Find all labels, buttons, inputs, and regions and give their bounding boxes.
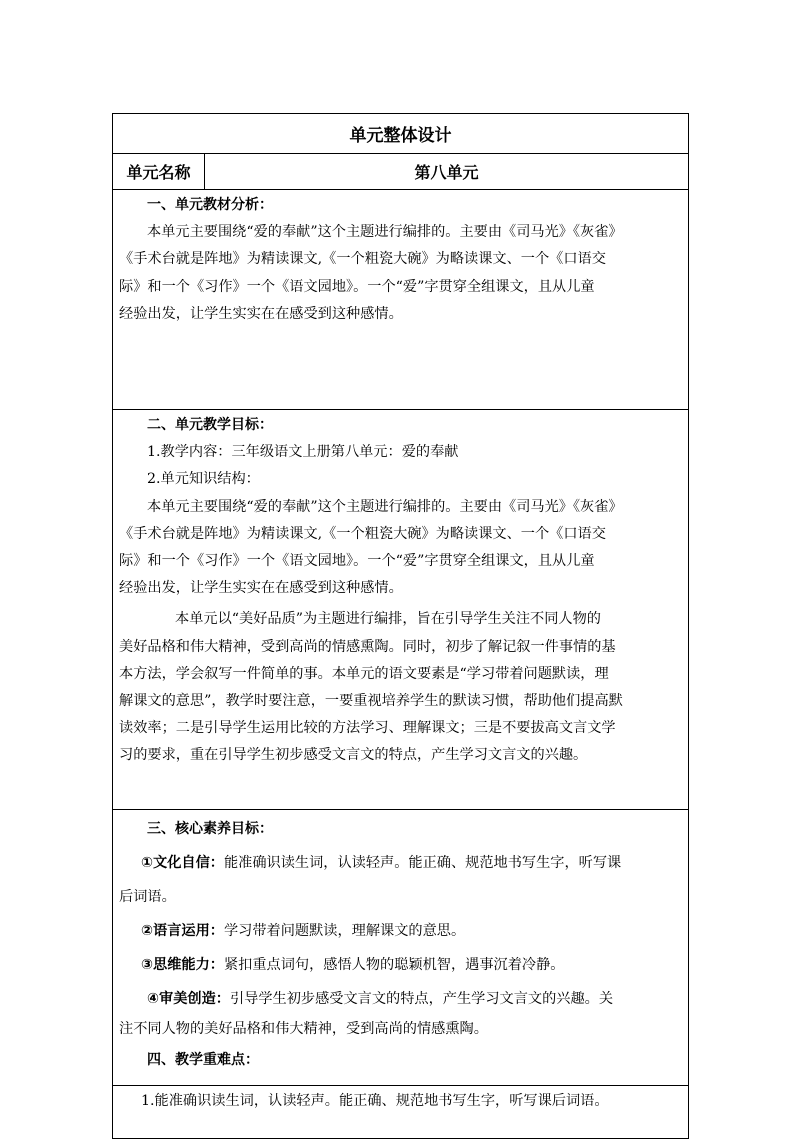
- goal-text: 能准确识读生词，认读轻声。能正确、规范地书写生字，听写课: [223, 855, 622, 871]
- paragraph-line: 《手术台就是阵地》为精读课文,《一个粗瓷大碗》为略读课文、一个《口语交: [119, 525, 606, 542]
- goal-text: 学习带着问题默读，理解课文的意思。: [223, 923, 466, 939]
- paragraph-line: 本方法，学会叙写一件简单的事。本单元的语文要素是“学习带着问题默读，理: [119, 665, 609, 682]
- goal-language: [119, 914, 682, 948]
- section-heading: 一、单元教材分析：: [147, 197, 273, 213]
- section-teaching-goals: [113, 410, 688, 810]
- goal-continuation: 注不同人物的美好品格和伟大精神，受到高尚的情感熏陶。: [119, 1021, 488, 1037]
- paragraph-line: 解课文的意思”，教学时要注意，一要重视培养学生的默读习惯，帮助他们提高默: [119, 693, 623, 710]
- list-item: 1.教学内容：三年级语文上册第八单元：爱的奉献: [147, 444, 459, 461]
- paragraph-line: 习的要求，重在引导学生初步感受文言文的特点，产生学习文言文的兴趣。: [119, 747, 588, 764]
- paragraph-line: 本单元主要围绕“爱的奉献”这个主题进行编排的。主要由《司马光》《灰雀》: [147, 224, 623, 241]
- goal-text: 引导学生初步感受文言文的特点，产生学习文言文的兴趣。关: [229, 991, 614, 1007]
- paragraph-line: 本单元以“美好品质”为主题进行编排，旨在引导学生关注不同人物的: [175, 611, 601, 628]
- goal-tag: ①文化自信：: [141, 855, 224, 871]
- unit-name-label: 单元名称: [113, 154, 205, 189]
- goal-culture: [119, 846, 682, 880]
- paragraph-line: 《手术台就是阵地》为精读课文,《一个粗瓷大碗》为略读课文、一个《口语交: [119, 251, 606, 268]
- goal-tag: ④审美创造：: [147, 991, 230, 1007]
- paragraph-line: 际》和一个《习作》一个《语文园地》。一个“爱”字贯穿全组课文，且从儿童: [119, 553, 595, 570]
- paragraph-line: 经验出发，让学生实实在在感受到这种感情。: [119, 580, 403, 597]
- goal-tag: ③思维能力：: [141, 957, 224, 973]
- list-item: 1.能准确识读生词，认读轻声。能正确、规范地书写生字，听写课后词语。: [141, 1093, 609, 1109]
- goal-tag: ②语言运用：: [141, 923, 224, 939]
- paragraph-line: 经验出发，让学生实实在在感受到这种感情。: [119, 305, 403, 322]
- unit-design-table: [112, 113, 689, 1139]
- goal-text: 紧扣重点词句，感悟人物的聪颖机智，遇事沉着冷静。: [223, 957, 565, 973]
- unit-name-row: [113, 154, 688, 190]
- goal-aesthetic: [119, 982, 682, 1016]
- list-item: 2.单元知识结构：: [147, 471, 260, 488]
- section-material-analysis: [113, 190, 688, 410]
- paragraph-line: 本单元主要围绕“爱的奉献”这个主题进行编排的。主要由《司马光》《灰雀》: [147, 498, 623, 515]
- section-heading: 四、教学重难点：: [147, 1052, 259, 1069]
- goal-continuation: 后词语。: [119, 889, 176, 905]
- goal-thinking: [119, 948, 682, 982]
- paragraph-line: 际》和一个《习作》一个《语文园地》。一个“爱”字贯穿全组课文，且从儿童: [119, 278, 595, 295]
- section-core-literacy: [113, 810, 688, 1086]
- section-heading: 三、核心素养目标：: [147, 821, 273, 837]
- section-heading: 二、单元教学目标：: [147, 417, 273, 433]
- table-title: 单元整体设计: [113, 114, 688, 154]
- paragraph-line: 美好品格和伟大精神，受到高尚的情感熏陶。同时，初步了解记叙一件事情的基: [119, 638, 616, 655]
- unit-name-value: 第八单元: [414, 163, 479, 182]
- section-key-points: [113, 1086, 688, 1138]
- paragraph-line: 读效率；二是引导学生运用比较的方法学习、理解课文；三是不要拔高文言文学: [119, 720, 616, 737]
